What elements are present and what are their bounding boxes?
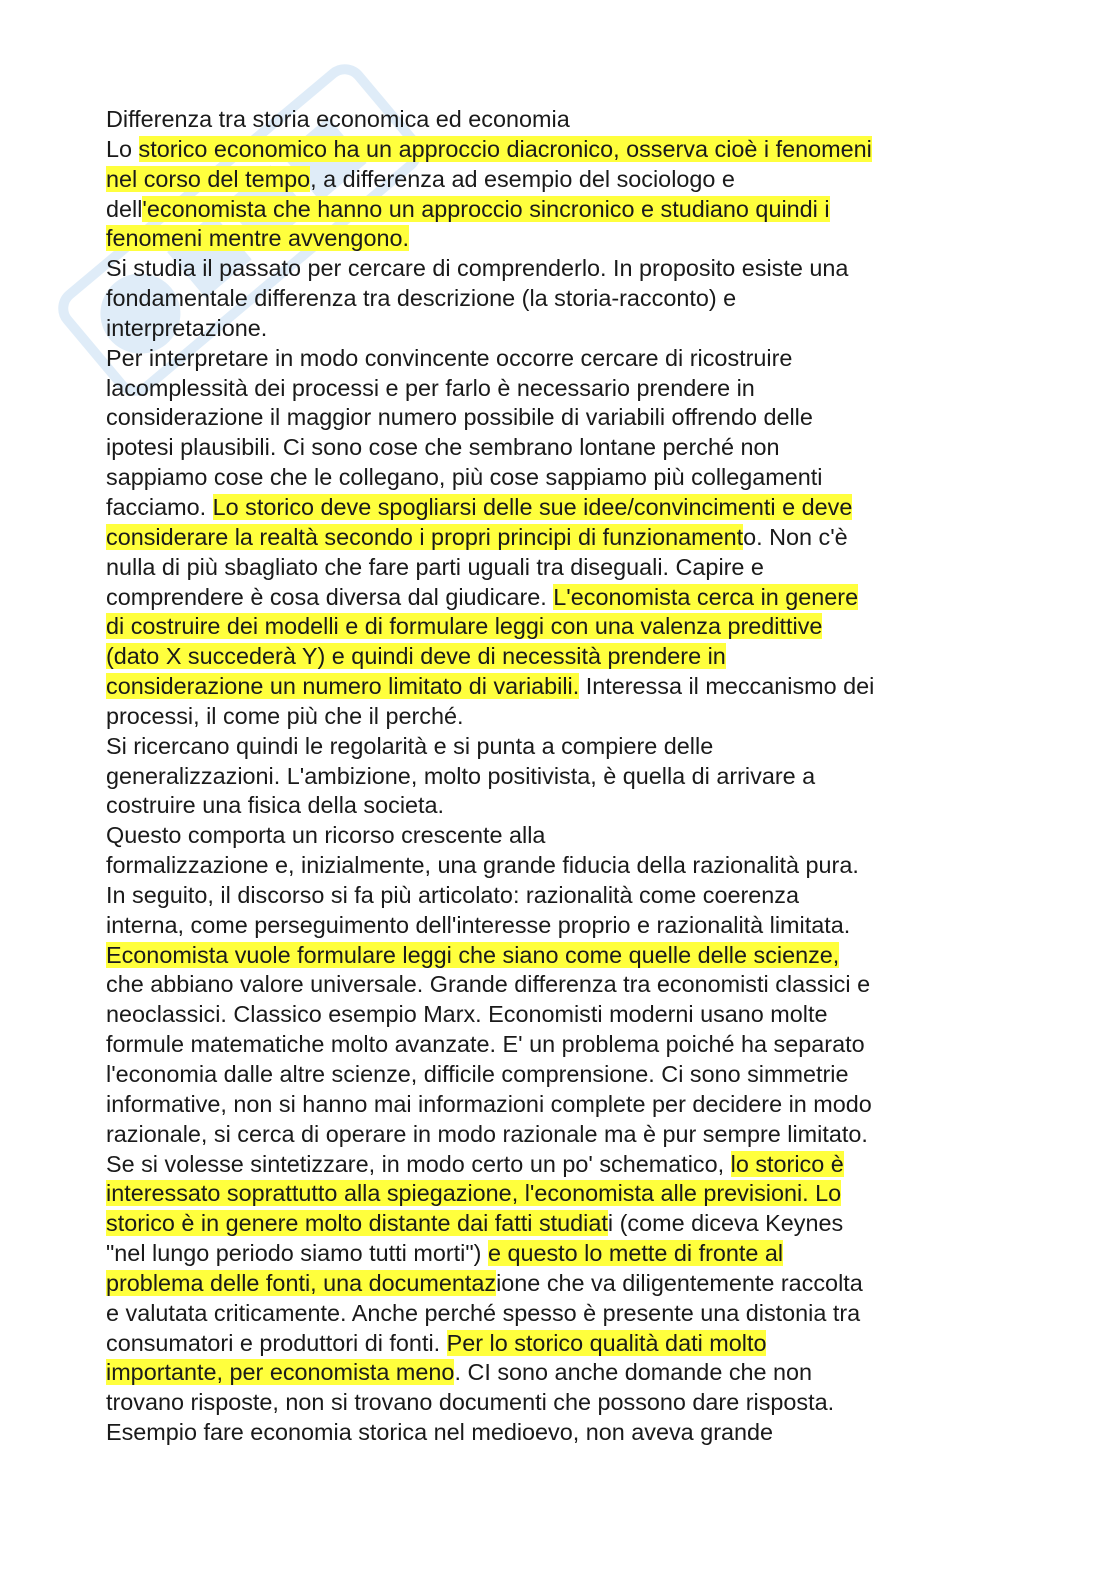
- text-line: [106, 970, 1016, 1000]
- text-line: [106, 762, 1016, 792]
- text-line: [106, 463, 1016, 493]
- text-line: [106, 195, 1016, 225]
- text-segment: Lo: [106, 135, 139, 162]
- text-line: [106, 1299, 1016, 1329]
- text-line: [106, 642, 1016, 672]
- text-line: [106, 1000, 1016, 1030]
- text-line: [106, 941, 1016, 971]
- text-line: [106, 851, 1016, 881]
- highlighted-text: Per lo storico qualità dati molto: [446, 1329, 767, 1356]
- text-line: [106, 1120, 1016, 1150]
- text-line: [106, 374, 1016, 404]
- highlighted-text: e questo lo mette di fronte al: [487, 1240, 784, 1267]
- text-segment: e valutata criticamente. Anche perché spesso è presente una distonia tra: [106, 1299, 861, 1326]
- highlighted-text: storico è in genere molto distante dai fatti studiat: [106, 1210, 608, 1237]
- highlighted-text: lo storico è: [730, 1150, 844, 1177]
- text-segment: che abbiano valore universale. Grande differenza tra economisti classici e: [106, 971, 871, 998]
- text-line: [106, 1388, 1016, 1418]
- text-line: [106, 1150, 1016, 1180]
- highlighted-text: problema delle fonti, una documentaz: [106, 1269, 497, 1296]
- text-line: [106, 672, 1016, 702]
- highlighted-text: considerazione un numero limitato di variabili.: [106, 673, 580, 700]
- text-segment: fondamentale differenza tra descrizione (la storia-racconto) e: [106, 285, 737, 312]
- text-segment: Interessa il meccanismo dei: [579, 673, 875, 700]
- highlighted-text: (dato X succederà Y) e quindi deve di necessità prendere in: [106, 643, 726, 670]
- text-segment: Differenza tra storia economica ed economia: [106, 106, 570, 132]
- highlighted-text: importante, per economista meno: [106, 1359, 455, 1386]
- text-line: [106, 583, 1016, 613]
- text-line: [106, 1239, 1016, 1269]
- text-segment: considerazione il maggior numero possibile di variabili offrendo delle: [106, 404, 813, 431]
- highlighted-text: nel corso del tempo: [106, 165, 311, 192]
- highlighted-text: interessato soprattutto alla spiegazione, l'economista alle previsioni. Lo: [106, 1180, 842, 1207]
- text-segment: generalizzazioni. L'ambizione, molto positivista, è quella di arrivare a: [106, 762, 816, 789]
- text-segment: comprendere è cosa diversa dal giudicare.: [106, 583, 554, 610]
- text-segment: formalizzazione e, inizialmente, una grande fiducia della razionalità pura.: [106, 852, 859, 879]
- text-segment: consumatori e produttori di fonti.: [106, 1329, 447, 1356]
- text-segment: i (come diceva Keynes: [607, 1210, 844, 1237]
- highlighted-text: storico economico ha un approccio diacronico, osserva cioè i fenomeni: [138, 135, 872, 162]
- text-segment: neoclassici. Classico esempio Marx. Economisti moderni usano molte: [106, 1001, 828, 1028]
- text-segment: razionale, si cerca di operare in modo razionale ma è pur sempre limitato.: [106, 1120, 868, 1147]
- text-segment: In seguito, il discorso si fa più articolato: razionalità come coerenza: [106, 881, 799, 908]
- text-segment: interpretazione.: [106, 314, 268, 341]
- text-segment: ipotesi plausibili. Ci sono cose che sembrano lontane perché non: [106, 434, 780, 461]
- text-line: [106, 1329, 1016, 1359]
- text-segment: l'economia dalle altre scienze, difficile comprensione. Ci sono simmetrie: [106, 1061, 849, 1087]
- text-line: [106, 1030, 1016, 1060]
- text-segment: o. Non c'è: [743, 523, 848, 550]
- text-line: [106, 702, 1016, 732]
- text-line: [106, 284, 1016, 314]
- text-segment: formule matematiche molto avanzate. E' un problema poiché ha separato: [106, 1031, 865, 1058]
- highlighted-text: fenomeni mentre avvengono.: [106, 225, 409, 252]
- text-line: [106, 1179, 1016, 1209]
- text-segment: , a differenza ad esempio del sociologo e: [310, 165, 735, 192]
- text-segment: Si ricercano quindi le regolarità e si punta a compiere delle: [106, 732, 714, 759]
- text-segment: ione che va diligentemente raccolta: [496, 1269, 863, 1296]
- highlighted-text: di costruire dei modelli e di formulare leggi con una valenza predittive: [106, 613, 823, 640]
- text-line: [106, 1209, 1016, 1239]
- text-segment: nulla di più sbagliato che fare parti uguali tra diseguali. Capire e: [106, 553, 764, 580]
- text-segment: Se si volesse sintetizzare, in modo certo un po' schematico,: [106, 1150, 731, 1177]
- text-segment: trovano risposte, non si trovano documenti che possono dare risposta.: [106, 1389, 835, 1416]
- text-segment: processi, il come più che il perché.: [106, 702, 464, 729]
- text-line: [106, 493, 1016, 523]
- text-segment: informative, non si hanno mai informazioni complete per decidere in modo: [106, 1090, 872, 1117]
- text-line: [106, 911, 1016, 941]
- text-line: [106, 224, 1016, 254]
- highlighted-text: L'economista cerca in genere: [553, 583, 859, 610]
- text-line: [106, 165, 1016, 195]
- text-segment: facciamo.: [106, 493, 213, 520]
- text-segment: lacomplessità dei processi e per farlo è necessario prendere in: [106, 374, 755, 401]
- text-line: [106, 1418, 1016, 1448]
- text-line: [106, 523, 1016, 553]
- text-line: [106, 1269, 1016, 1299]
- text-line: [106, 344, 1016, 374]
- text-segment: Si studia il passato per cercare di comprenderlo. In proposito esiste una: [106, 255, 849, 282]
- text-line: [106, 1358, 1016, 1388]
- highlighted-text: Economista vuole formulare leggi che siano come quelle delle scienze,: [106, 941, 840, 968]
- text-line: [106, 403, 1016, 433]
- text-line: [106, 1090, 1016, 1120]
- text-line: [106, 314, 1016, 344]
- text-line: [106, 732, 1016, 762]
- text-line: [106, 433, 1016, 463]
- text-line: [106, 791, 1016, 821]
- text-segment: dell: [106, 195, 143, 222]
- text-line: [106, 612, 1016, 642]
- text-segment: Questo comporta un ricorso crescente alla: [106, 822, 546, 849]
- text-segment: Per interpretare in modo convincente occorre cercare di ricostruire: [106, 344, 793, 371]
- text-line: [106, 105, 1016, 135]
- text-segment: "nel lungo periodo siamo tutti morti"): [106, 1240, 488, 1267]
- text-segment: . CI sono anche domande che non: [454, 1359, 813, 1386]
- text-segment: interna, come perseguimento dell'interesse proprio e razionalità limitata.: [106, 911, 851, 938]
- highlighted-text: Lo storico deve spogliarsi delle sue idee/convincimenti e deve: [212, 493, 853, 520]
- text-line: [106, 1060, 1016, 1090]
- text-segment: costruire una fisica della societa.: [106, 792, 445, 819]
- document-body: [106, 105, 1016, 1448]
- text-line: [106, 553, 1016, 583]
- text-segment: sappiamo cose che le collegano, più cose sappiamo più collegamenti: [106, 464, 823, 491]
- text-line: [106, 254, 1016, 284]
- highlighted-text: considerare la realtà secondo i propri principi di funzionament: [106, 523, 744, 550]
- text-segment: Esempio fare economia storica nel medioevo, non aveva grande: [106, 1419, 774, 1446]
- highlighted-text: 'economista che hanno un approccio sincronico e studiano quindi i: [142, 195, 830, 222]
- text-line: [106, 881, 1016, 911]
- text-line: [106, 821, 1016, 851]
- text-line: [106, 135, 1016, 165]
